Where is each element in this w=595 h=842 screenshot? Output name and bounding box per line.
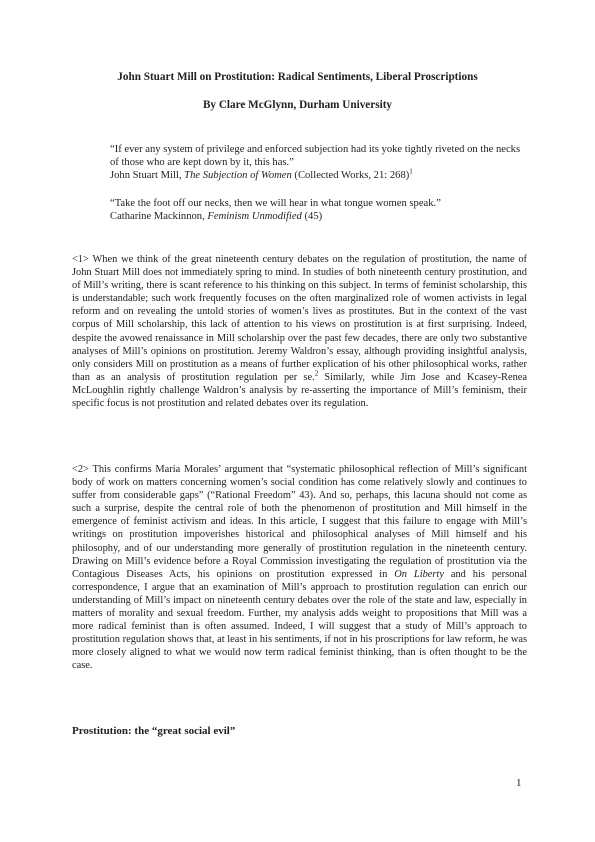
document-title: John Stuart Mill on Prostitution: Radical Sentiments, Liberal Proscriptions: [117, 71, 478, 83]
epigraph-mill: [110, 143, 530, 182]
paragraph-text: and his personal correspondence, I argue that an examination of Mill’s approach to prostitution regulation can enrich our understanding of Mill’s impact on nineteenth century debates over the role of the state and law, especially in matters of morality and sexual freedom. Further, my analysis adds weight to propositions that Mill was a more radical feminist than is often assumed. Indeed, I will suggest that a study of Mill’s approach to prostitution regulation shows that, at least in his sentiments, if not in his proscriptions for law reform, he was more closely aligned to what we would now term radical feminist thinking, than is often thought to be the case.: [72, 568, 528, 672]
epigraph-attribution: [110, 169, 530, 182]
epigraph-ref: (45): [301, 211, 323, 222]
paragraph-1: [72, 253, 527, 410]
epigraph-author: Catharine Mackinnon,: [110, 211, 208, 222]
epigraph-attribution: [110, 210, 530, 223]
paragraph-text: <1> When we think of the great nineteenth century debates on the regulation of prostitution, the name of John Stuart Mill does not immediately spring to mind. In studies of both nineteenth century prostitution, and of Mill’s writing, there is scant reference to his thinking on this subject. In terms of feminist scholarship, this is understandable; such work frequently focuses on the often marginalized role of women activists in legal reform and on revealing the untold stories of women’s lives as prostitutes. But in the context of the vast corpus of Mill scholarship, this lack of attention to his views on prostitution is at first surprising. Indeed, despite the avowed renaissance in Mill scholarship over the past few decades, there are only two substantive analyses of Mill’s opinions on prostitution. Jeremy Waldron’s essay, although providing insightful analysis, only considers Mill on prostitution as a means of further explication of his other philosophical works, rather than as an analysis of prostitution regulation per se.: [72, 254, 527, 383]
byline: By Clare McGlynn, Durham University: [202, 99, 393, 111]
page-number: 1: [516, 777, 522, 789]
footnote-marker[interactable]: 1: [409, 167, 413, 176]
paragraph-text: <2> This confirms Maria Morales’ argument that “systematic philosophical reflection of Mill’s significant body of work on matters concerning women’s social condition has come relatively slowly and continues to suffer from considerable gaps” (“Rational Freedom” 43). And so, perhaps, this lacuna should not come as such a surprise, despite the central role of both the phenomenon of prostitution and Mill himself in the emergence of feminist activism and ideas. In this article, I suggest that this failure to engage with Mill’s writings on prostitution impoverishes historical and philosophical analyses of Mill himself and his philosophy, and of our understanding more generally of prostitution regulation in the nineteenth century. Drawing on Mill’s evidence before a Royal Commission investigating the regulation of prostitution via the Contagious Diseases Acts, his opinions on prostitution expressed in: [72, 464, 527, 580]
paragraph-2: [72, 463, 527, 673]
epigraph-text: “Take the foot off our necks, then we will hear in what tongue women speak.”: [110, 198, 441, 209]
epigraph-mackinnon: [110, 197, 530, 223]
section-heading: Prostitution: the “great social evil”: [72, 725, 236, 737]
epigraph-ref: (Collected Works, 21: 268): [291, 170, 410, 181]
epigraph-work: The Subjection of Women: [184, 170, 292, 181]
epigraph-work: Feminism Unmodified: [207, 211, 302, 222]
epigraph-text: “If ever any system of privilege and enforced subjection had its yoke tightly riveted on the necks of those who are kept down by it, this has.”: [110, 144, 521, 168]
footnote-marker[interactable]: 2: [314, 369, 319, 378]
paragraph-text: Similarly, while Jim Jose and Kcasey-Renea McLoughlin rightly challenge Waldron’s analysis by re-asserting the importance of Mill’s feminism, their specific focus is not prostitution and related debates over its regulation.: [72, 371, 528, 410]
italic-title: On Liberty: [394, 568, 444, 580]
epigraph-author: John Stuart Mill,: [110, 170, 185, 181]
